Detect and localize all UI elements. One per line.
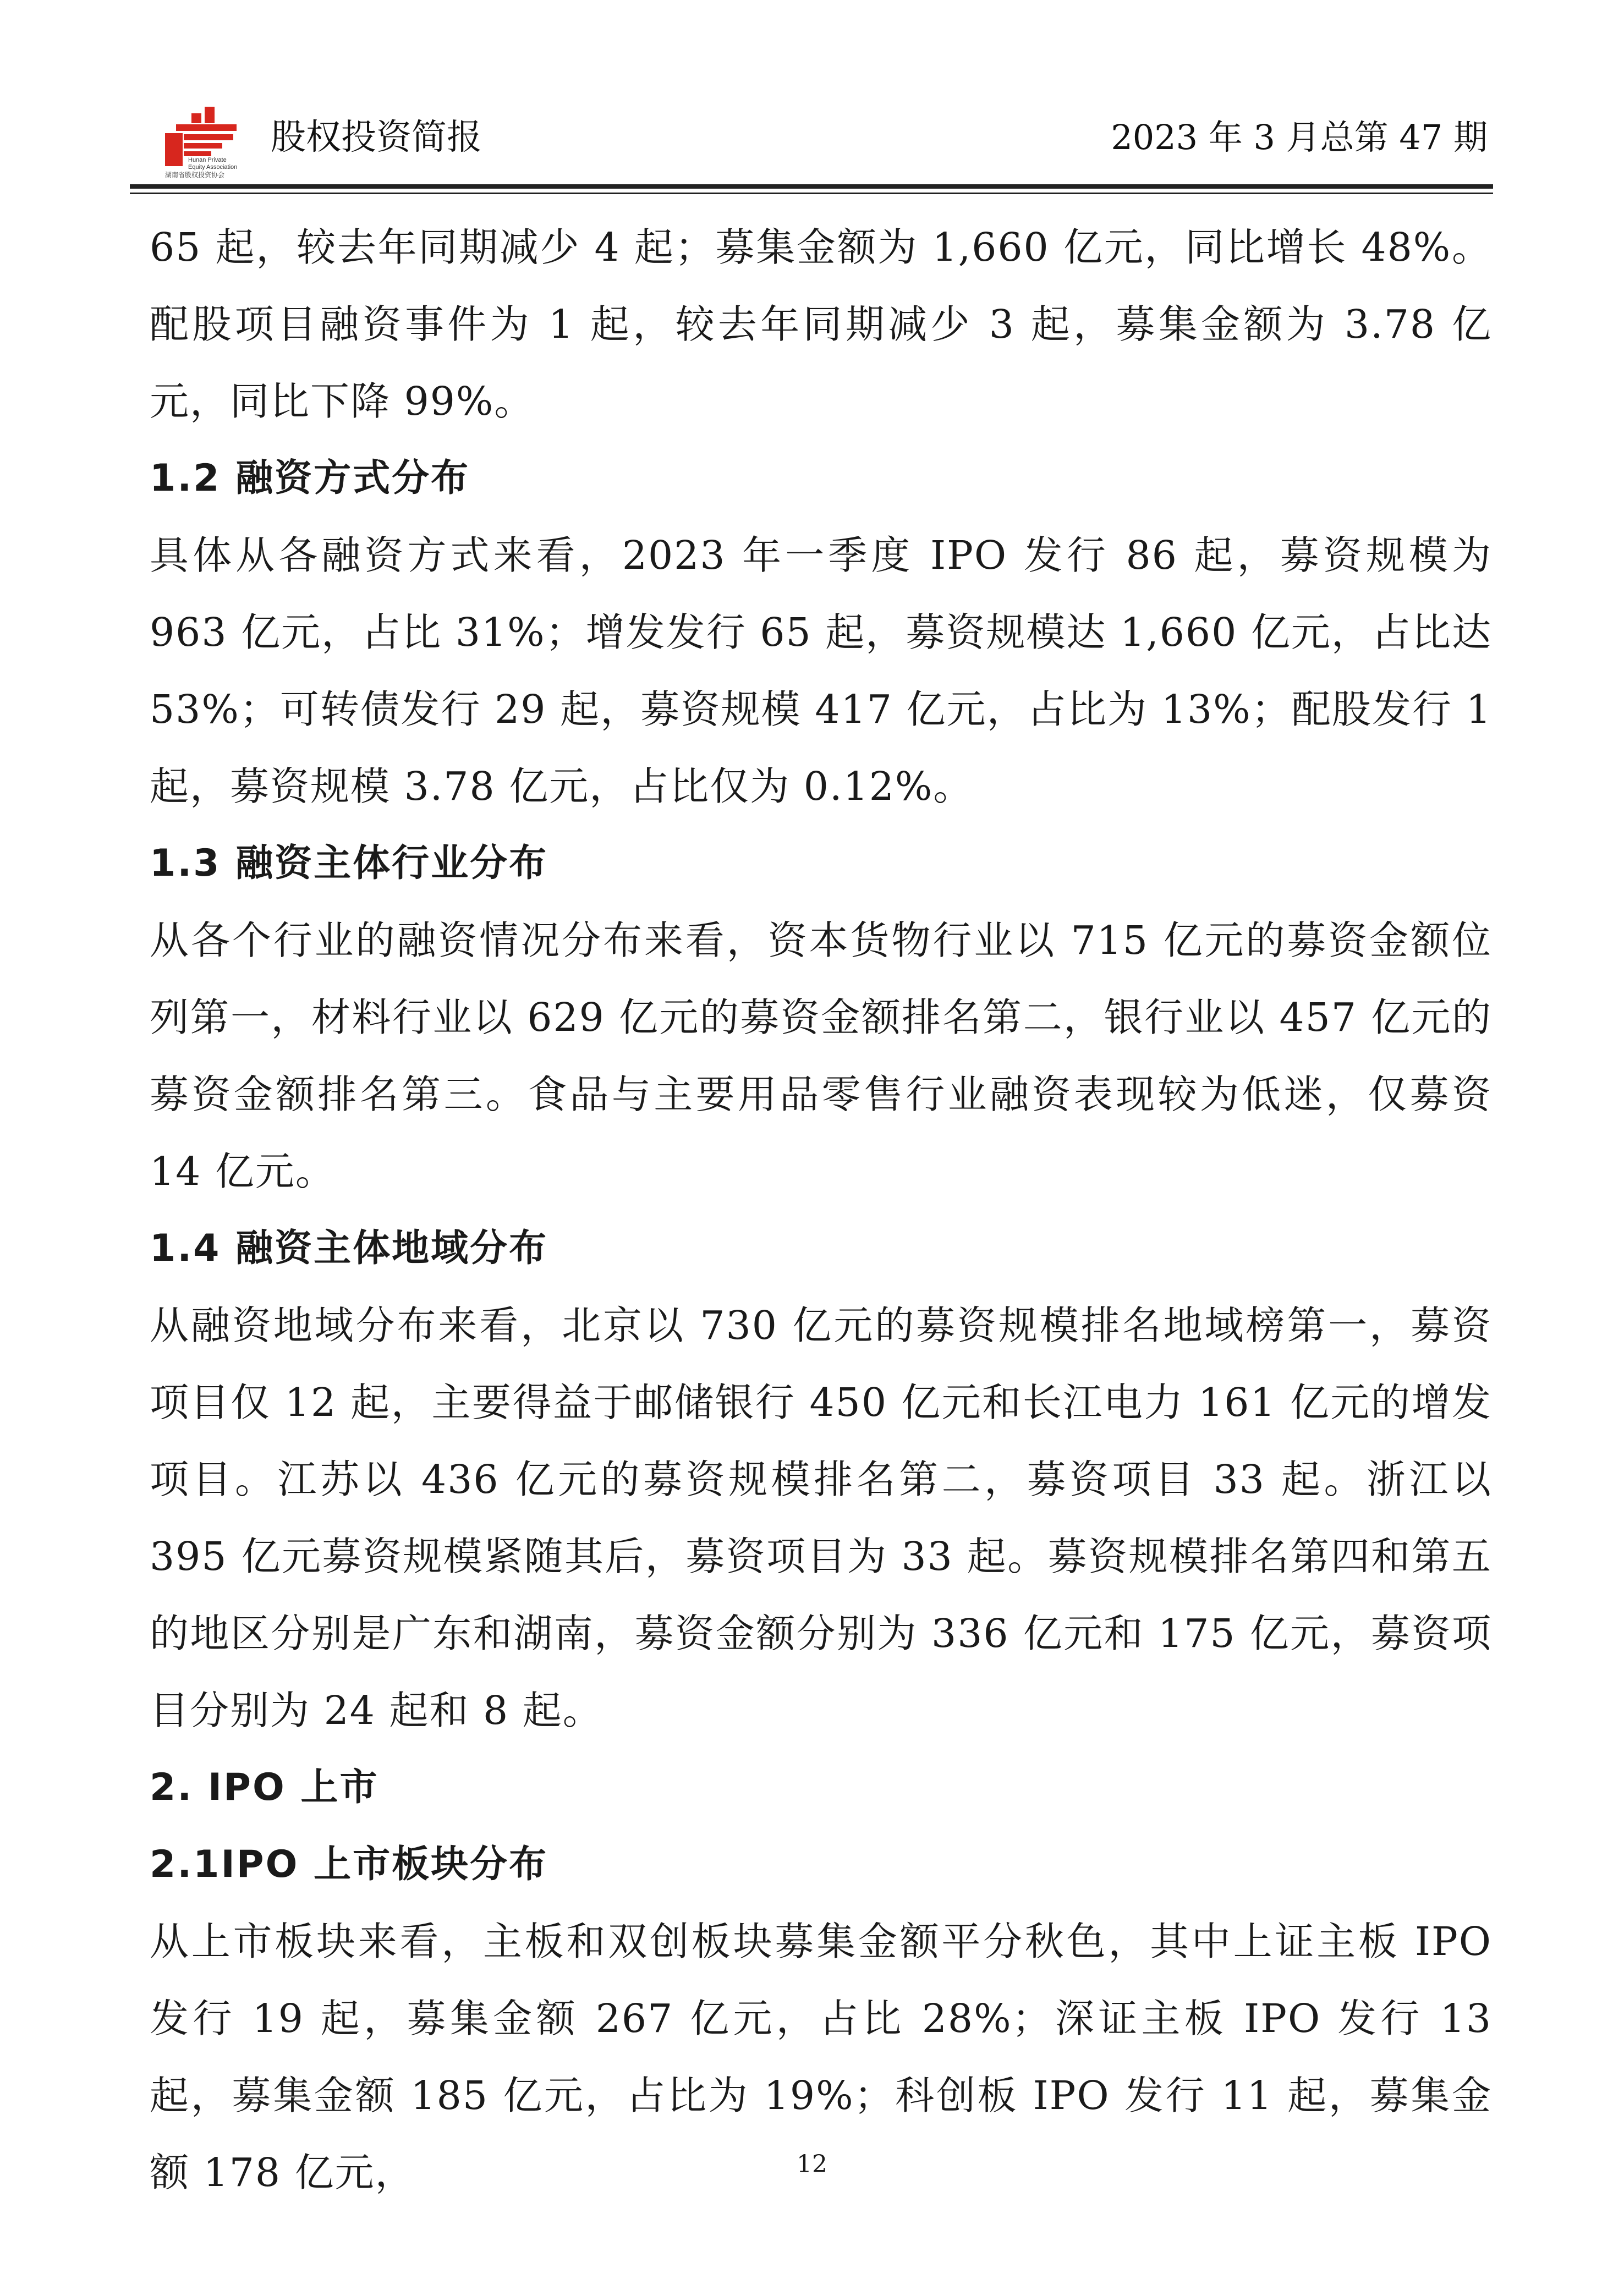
section-heading-2: 2. IPO 上市 <box>150 1766 379 1809</box>
document-body <box>150 209 1492 2211</box>
page-header <box>0 0 1624 198</box>
association-logo-icon <box>160 99 253 182</box>
header-rule-thin <box>130 193 1493 194</box>
paragraph-financing-methods: 具体从各融资方式来看，2023 年一季度 IPO 发行 86 起，募资规模为 963 亿元，占比 31%；增发发行 65 起，募资规模达 1,660 亿元，占比达 53%；可转债发行 29 起，募资规模 417 亿元，占比为 13%；配股发行 1 起，募资规模 3.78 亿元，占比仅为 0.12%。 <box>150 532 1492 809</box>
logo-text-3: 湖南省股权投资协会 <box>165 171 225 179</box>
section-heading-1-2: 1.2 融资方式分布 <box>150 457 470 500</box>
association-logo <box>160 99 253 182</box>
logo-text-1: Hunan Private <box>188 157 227 163</box>
publication-title: 股权投资简报 <box>271 117 482 158</box>
paragraph-regional-distribution: 从融资地域分布来看，北京以 730 亿元的募资规模排名地域榜第一，募资项目仅 12 起，主要得益于邮储银行 450 亿元和长江电力 161 亿元的增发项目。江苏以 436 亿元的募资规模排名第二，募资项目 33 起。浙江以 395 亿元募资规模紧随其后，募资项目为 33 起。募资规模排名第四和第五的地区分别是广东和湖南，募资金额分别为 336 亿元和 175 亿元，募资项目分别为 24 起和 8 起。 <box>150 1303 1492 1733</box>
section-heading-1-3: 1.3 融资主体行业分布 <box>150 842 548 885</box>
logo-text-2: Equity Association <box>188 164 238 171</box>
page-number: 12 <box>797 2150 827 2178</box>
paragraph-ipo-boards: 从上市板块来看，主板和双创板块募集金额平分秋色，其中上证主板 IPO 发行 19 起，募集金额 267 亿元，占比 28%；深证主板 IPO 发行 13 起，募集金额 185 亿元，占比为 19%；科创板 IPO 发行 11 起，募集金额 178 亿元， <box>150 1919 1492 2195</box>
header-rule-thick <box>130 184 1493 189</box>
section-heading-1-4: 1.4 融资主体地域分布 <box>150 1227 548 1270</box>
paragraph-industry-distribution: 从各个行业的融资情况分布来看，资本货物行业以 715 亿元的募资金额位列第一，材料行业以 629 亿元的募资金额排名第二，银行业以 457 亿元的募资金额排名第三。食品与主要用品零售行业融资表现较为低迷，仅募资 14 亿元。 <box>150 918 1492 1194</box>
issue-label: 2023 年 3 月总第 47 期 <box>1111 117 1488 157</box>
paragraph-placement-summary: 65 起，较去年同期减少 4 起；募集金额为 1,660 亿元，同比增长 48%。配股项目融资事件为 1 起，较去年同期减少 3 起，募集金额为 3.78 亿元，同比下降 99%。 <box>150 224 1492 424</box>
section-heading-2-1: 2.1IPO 上市板块分布 <box>150 1843 548 1886</box>
